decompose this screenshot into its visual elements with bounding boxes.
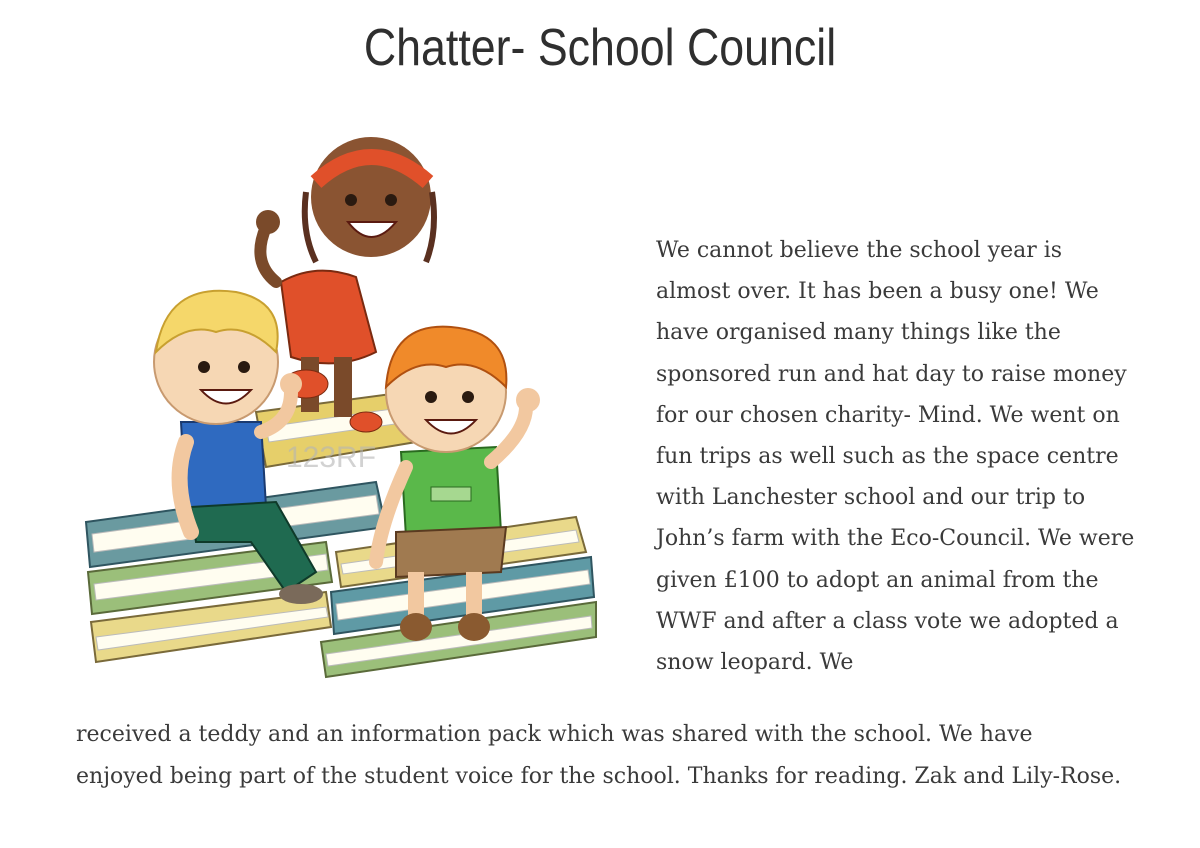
article-side-paragraph: We cannot believe the school year is almost over. It has been a busy one! We have organised many things like the sponsored run and hat day to raise money for our chosen charity- Mind. We went on fun trips as well such as the space centre with Lanchester school and our trip to John’s farm with the Eco-Council. We were given £100 to adopt an animal from the WWF and after a class vote we adopted a snow leopard. We — [656, 238, 1135, 676]
page-title: Chatter- School Council — [363, 19, 837, 77]
children-on-books-illustration — [76, 122, 616, 692]
article-bottom-paragraph: received a teddy and an information pack which was shared with the school. We have enjoyed being part of the student voice for the school. Thanks for reading. Zak and Lily-Rose. — [76, 722, 1122, 789]
illustration-watermark: 123RF — [286, 441, 377, 474]
